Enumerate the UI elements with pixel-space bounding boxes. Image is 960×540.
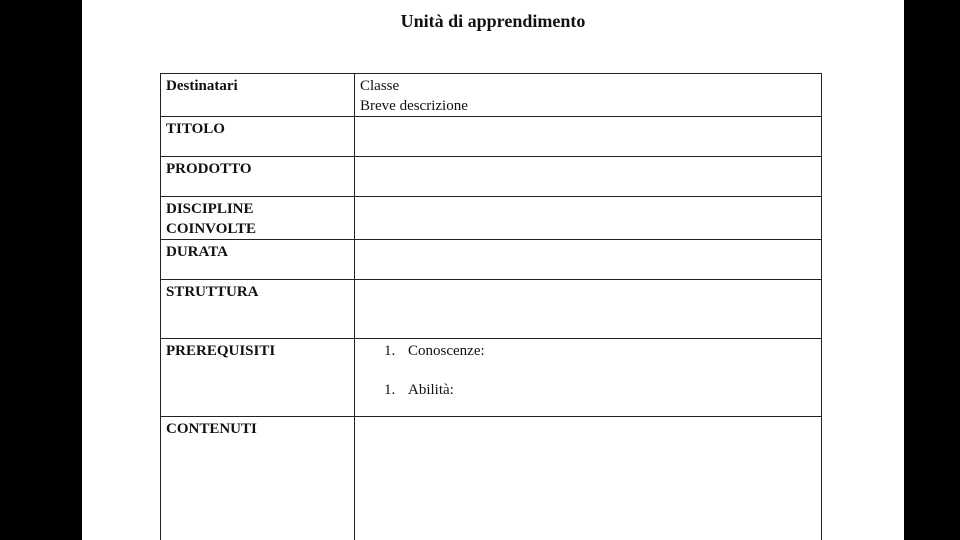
label-destinatari: Destinatari [161,74,355,117]
label-titolo: TITOLO [161,117,355,157]
label-durata: DURATA [161,240,355,280]
row-struttura [161,280,822,339]
value-contenuti[interactable] [355,417,822,540]
label-prodotto: PRODOTTO [161,157,355,197]
row-prodotto [161,157,822,197]
uda-table [160,73,822,540]
document-title: Unità di apprendimento [400,11,586,31]
value-prerequisiti[interactable] [355,339,822,417]
prerequisiti-list [360,341,815,400]
row-titolo [161,117,822,157]
label-discipline-line1: DISCIPLINE [166,201,254,217]
row-contenuti [161,417,822,540]
value-destinatari[interactable] [355,74,822,117]
value-discipline[interactable] [355,197,822,240]
row-discipline [161,197,822,240]
destinatari-classe: Classe [360,78,400,94]
destinatari-descrizione: Breve descrizione [360,98,468,114]
label-discipline [161,197,355,240]
row-destinatari [161,74,822,117]
value-titolo[interactable] [355,117,822,157]
list-text-abilita: Abilità: [408,382,454,398]
list-number: 1. [384,343,396,359]
value-struttura[interactable] [355,280,822,339]
list-text-conoscenze: Conoscenze: [408,343,485,359]
label-prerequisiti: PREREQUISITI [161,339,355,417]
label-discipline-line2: COINVOLTE [166,221,257,237]
value-durata[interactable] [355,240,822,280]
label-contenuti: CONTENUTI [161,417,355,540]
row-durata [161,240,822,280]
list-item [360,341,815,361]
value-prodotto[interactable] [355,157,822,197]
list-number: 1. [384,382,396,398]
list-item [360,380,815,400]
document-page [82,0,904,540]
label-struttura: STRUTTURA [161,280,355,339]
row-prerequisiti [161,339,822,417]
